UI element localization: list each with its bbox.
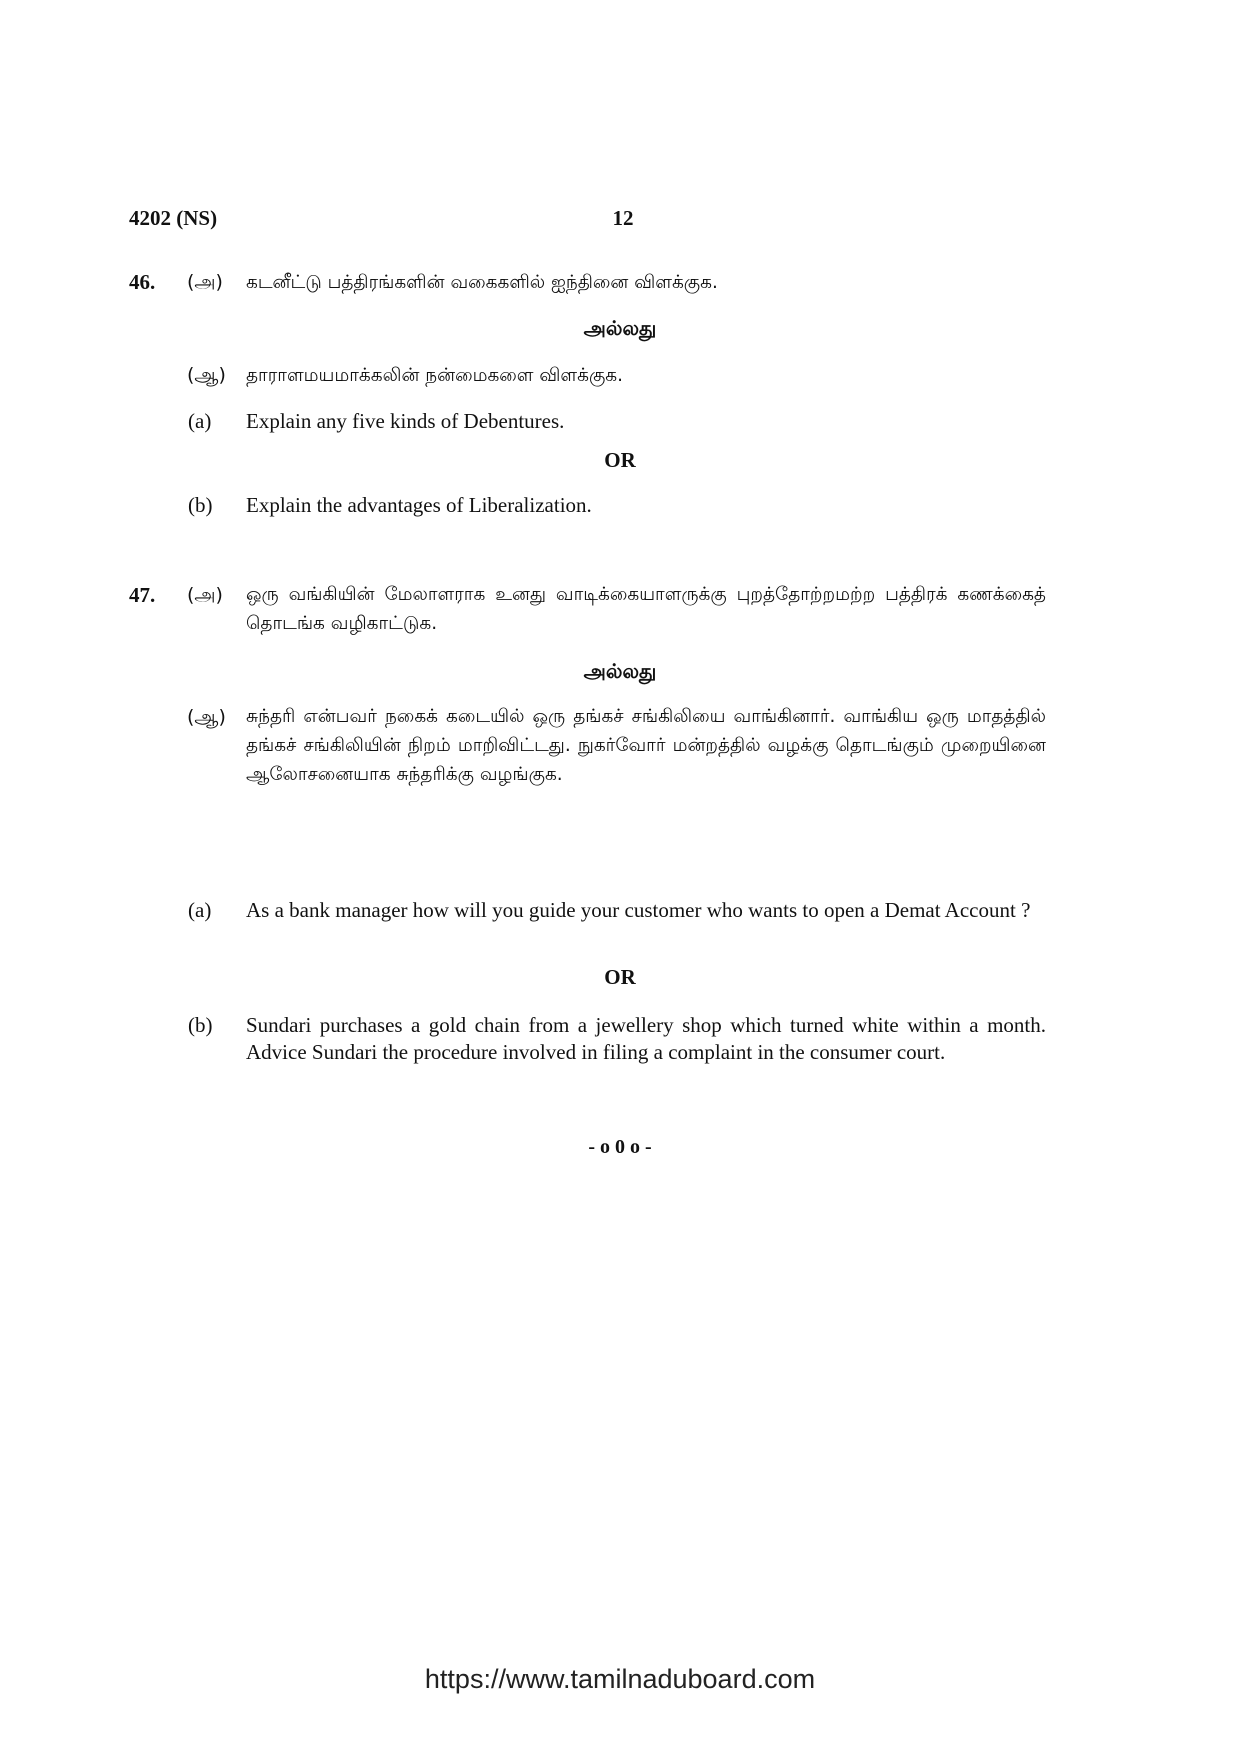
- or-separator-ta: அல்லது: [583, 659, 657, 683]
- option-label-ta-b: (ஆ): [187, 364, 226, 386]
- question-text-en-b: Explain the advantages of Liberalization.: [246, 493, 592, 517]
- question-text-ta-b: தாராளமயமாக்கலின் நன்மைகளை விளக்குக.: [246, 365, 624, 386]
- option-label-ta-a: (அ): [187, 271, 223, 293]
- question-text-ta-b: சுந்தரி என்பவர் நகைக் கடையில் ஒரு தங்கச் சங்கிலியை வாங்கினார். வாங்கிய ஒரு மாதத்தில் தங்கச் சங்கிலியின் நிறம் மாறிவிட்டது. நுகர்வோர் மன்றத்தில் வழக்கு தொடங்கும் முறையினை ஆலோசனையாக சுந்தரிக்கு வழங்குக.: [246, 706, 1046, 785]
- footer-url[interactable]: https://www.tamilnaduboard.com: [424, 1664, 816, 1694]
- question-text-en-b: Sundari purchases a gold chain from a jewellery shop which turned white within a month. Advice Sundari the procedure involved in filing a complaint in the consumer court.: [246, 1013, 1046, 1064]
- or-separator-en: OR: [604, 965, 636, 989]
- page-number: 12: [612, 206, 634, 230]
- option-label-en-a: (a): [188, 409, 212, 433]
- option-label-ta-b: (ஆ): [187, 706, 226, 728]
- question-text-ta-a: ஒரு வங்கியின் மேலாளராக உனது வாடிக்கையாளருக்கு புறத்தோற்றமற்ற பத்திரக் கணக்கைத் தொடங்க வழிகாட்டுக.: [246, 584, 1046, 634]
- paper-code: 4202 (NS): [129, 206, 218, 230]
- option-label-ta-a: (அ): [187, 584, 223, 606]
- end-mark: - o 0 o -: [588, 1136, 652, 1158]
- question-text-ta-a: கடனீட்டு பத்திரங்களின் வகைகளில் ஐந்தினை விளக்குக.: [246, 272, 718, 293]
- question-number: 47.: [129, 583, 156, 607]
- option-label-en-b: (b): [188, 1013, 213, 1037]
- question-text-en-a: As a bank manager how will you guide your customer who wants to open a Demat Account ?: [246, 898, 1031, 922]
- or-separator-ta: அல்லது: [583, 316, 657, 340]
- question-text-en-a: Explain any five kinds of Debentures.: [246, 409, 565, 433]
- question-number: 46.: [129, 270, 156, 294]
- or-separator-en: OR: [604, 448, 636, 472]
- option-label-en-a: (a): [188, 898, 212, 922]
- option-label-en-b: (b): [188, 493, 213, 517]
